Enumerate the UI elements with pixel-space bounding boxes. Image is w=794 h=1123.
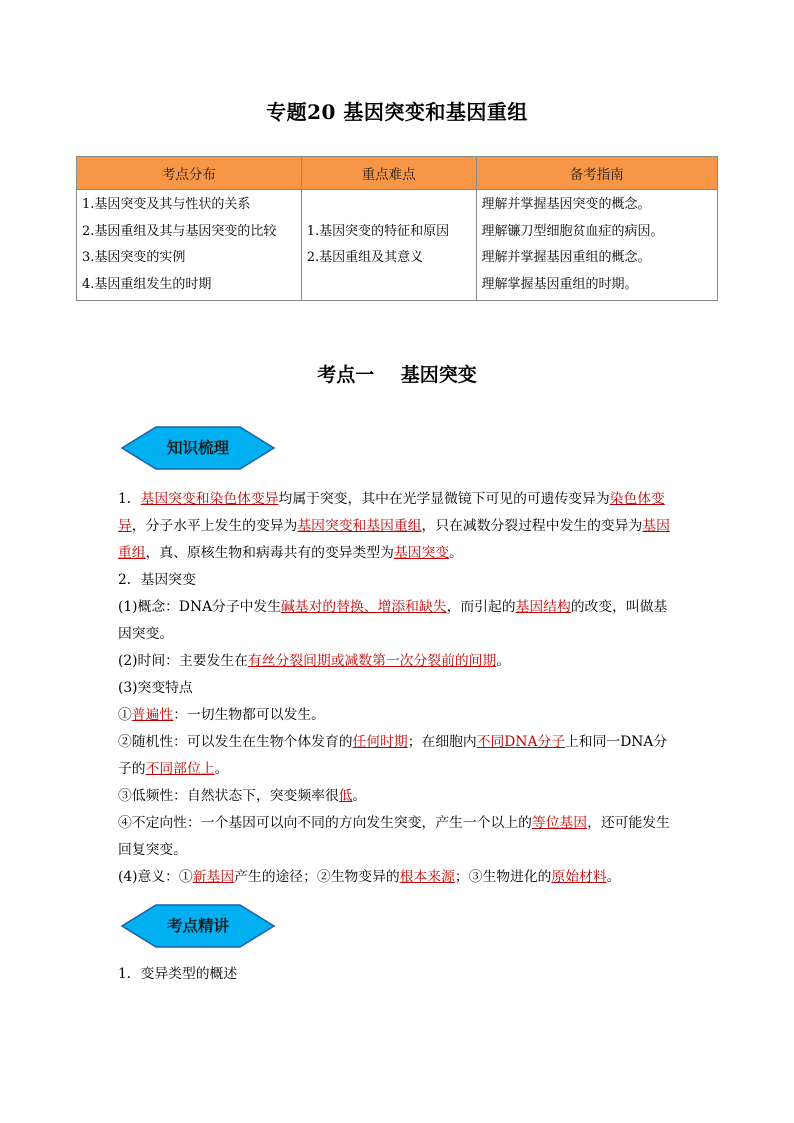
paragraph: ④不定向性：一个基因可以向不同的方向发生突变，产生一个以上的等位基因，还可能发生回复突变。 <box>118 815 670 858</box>
paragraph: (1)概念：DNA分子中发生碱基对的替换、增添和缺失，而引起的基因结构的改变，叫做基因突变。 <box>118 599 668 642</box>
table-cell-study-guide <box>476 190 717 301</box>
paragraph: (2)时间：主要发生在有丝分裂间期或减数第一次分裂前的间期。 <box>118 653 511 669</box>
keyword: 低 <box>338 788 353 804</box>
keyword: 原始材料 <box>551 869 607 885</box>
list-item: 1.基因突变及其与性状的关系 <box>82 197 251 212</box>
list-item: 理解并掌握基因重组的概念。 <box>481 250 651 265</box>
keyword: 任何时期 <box>352 734 408 750</box>
keyword: 新基因 <box>192 869 235 885</box>
list-item: 理解镰刀型细胞贫血症的病因。 <box>481 223 664 239</box>
keyword: 碱基对的替换、增添和缺失 <box>281 599 447 615</box>
list-item: 1.基因突变的特征和原因 <box>306 223 450 239</box>
paragraph: ③低频性：自然状态下，突变频率很低。 <box>118 788 367 804</box>
badge-label: 考点精讲 <box>166 916 229 935</box>
list-item: 理解掌握基因重组的时期。 <box>481 276 638 292</box>
keyword: 基因突变和染色体变异 <box>140 491 279 507</box>
keyword: 基因突变 <box>393 545 450 561</box>
keyword: 不同DNA分子 <box>476 734 566 750</box>
list-item: 2.基因重组及其与基因突变的比较 <box>82 223 277 239</box>
paragraph: (4)意义：①新基因产生的途径；②生物变异的根本来源；③生物进化的原始材料。 <box>118 869 621 885</box>
paragraph: (3)突变特点 <box>118 680 193 696</box>
keyword: 根本来源 <box>399 869 455 885</box>
keyword: 染色体变异 <box>118 491 665 534</box>
exam-badge <box>120 903 276 949</box>
list-item: 3.基因突变的实例 <box>82 250 186 265</box>
table-header-cell: 考点分布 <box>77 157 302 190</box>
badge-label: 知识梳理 <box>166 438 229 457</box>
table-cell-key-points <box>301 190 476 301</box>
table-row <box>77 190 718 301</box>
table-header-cell: 备考指南 <box>476 157 717 190</box>
knowledge-content <box>118 486 678 891</box>
paragraph: ①普遍性：一切生物都可以发生。 <box>118 707 325 723</box>
paragraph: 1．基因突变和染色体变异均属于突变，其中在光学显微镜下可见的可遗传变异为染色体变异，分子水平上发生的变异为基因突变和基因重组，只在减数分裂过程中发生的变异为基因重组，真、原核生物和病毒共有的变异类型为基因突变。 <box>118 491 670 561</box>
section-title: 考点一 基因突变 <box>317 364 477 386</box>
table-header-cell: 重点难点 <box>301 157 476 190</box>
table-header-row <box>77 157 718 190</box>
keyword: 基因突变和基因重组 <box>297 518 422 534</box>
keyword: 普遍性 <box>131 707 174 723</box>
keyword: 基因结构 <box>515 599 571 615</box>
paragraph: 2．基因突变 <box>118 572 196 588</box>
page-title: 专题20 基因突变和基因重组 <box>266 100 528 124</box>
paragraph: 1．变异类型的概述 <box>118 966 238 982</box>
overview-table <box>76 156 718 301</box>
knowledge-badge <box>120 425 276 471</box>
keyword: 等位基因 <box>531 815 588 831</box>
list-item: 2.基因重组及其意义 <box>306 250 424 265</box>
paragraph: ②随机性：可以发生在生物个体发育的任何时期；在细胞内不同DNA分子上和同一DNA分子的不同部位上。 <box>118 734 668 777</box>
keyword: 有丝分裂间期或减数第一次分裂前的间期 <box>247 653 497 669</box>
keyword: 不同部位上 <box>145 761 215 777</box>
list-item: 理解并掌握基因突变的概念。 <box>481 197 651 212</box>
exam-content <box>118 961 678 988</box>
keyword: 基因重组 <box>118 518 670 561</box>
list-item: 4.基因重组发生的时期 <box>82 276 212 292</box>
table-cell-exam-points <box>77 190 302 301</box>
